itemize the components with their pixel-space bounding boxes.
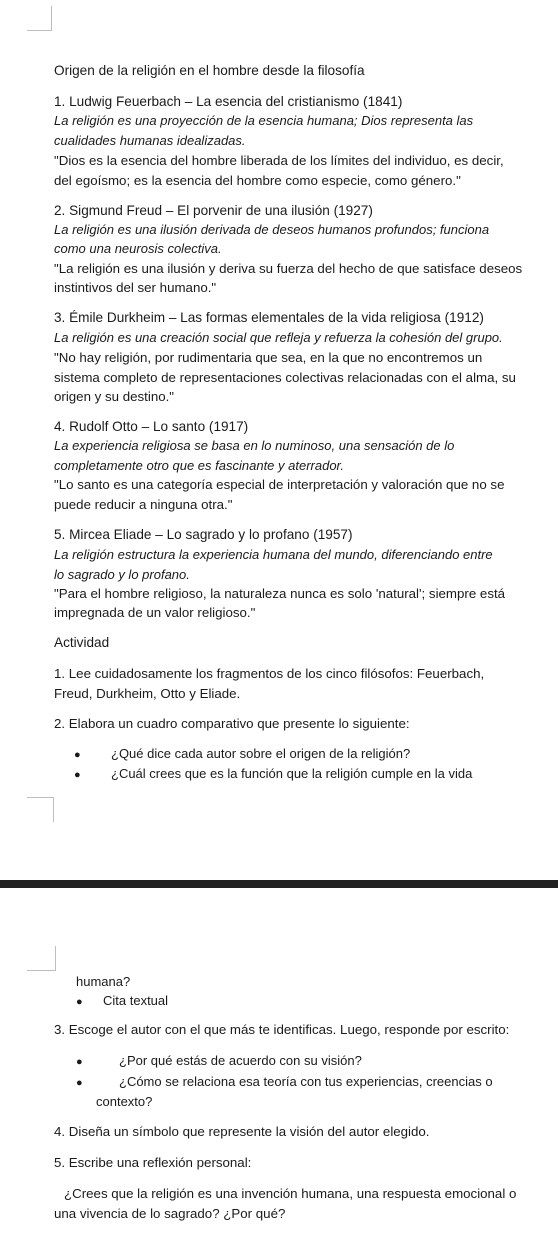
- section-quote: "No hay religión, por rudimentaria que sea, en la que no encontremos un: [54, 350, 483, 365]
- list-item: ¿Cómo se relaciona esa teoría con tus experiencias, creencias o: [119, 1074, 493, 1089]
- list-item-continuation: humana?: [76, 974, 131, 989]
- section-summary: La experiencia religiosa se basa en lo numinoso, una sensación de lo: [54, 438, 455, 453]
- bullet-icon: ●: [74, 769, 81, 781]
- section-quote: instintivos del ser humano.": [54, 280, 217, 295]
- section-summary: La religión es una ilusión derivada de deseos humanos profundos; funciona: [54, 222, 490, 237]
- page-corner-mark: [27, 6, 52, 31]
- section-quote: origen y su destino.": [54, 389, 175, 404]
- activity-heading: Actividad: [54, 635, 110, 650]
- section-quote: "Para el hombre religioso, la naturaleza nunca es solo 'natural'; siempre está: [54, 586, 506, 601]
- page-corner-mark: [27, 797, 54, 822]
- list-item: ¿Cuál crees que es la función que la religión cumple en la vida: [111, 766, 473, 781]
- section-summary: La religión estructura la experiencia humana del mundo, diferenciando entre: [54, 547, 493, 562]
- page-corner-mark: [27, 946, 56, 971]
- section-heading: 1. Ludwig Feuerbach – La esencia del cristianismo (1841): [54, 94, 403, 109]
- section-heading: 4. Rudolf Otto – Lo santo (1917): [54, 419, 249, 434]
- list-item: Cita textual: [103, 993, 169, 1008]
- section-summary: La religión es una creación social que refleja y refuerza la cohesión del grupo.: [54, 330, 503, 345]
- activity-item-4: 4. Diseña un símbolo que represente la visión del autor elegido.: [54, 1124, 430, 1139]
- bullet-icon: ●: [76, 1077, 83, 1089]
- section-summary: lo sagrado y lo profano.: [54, 567, 190, 582]
- section-quote: "Lo santo es una categoría especial de interpretación y valoración que no se: [54, 477, 505, 492]
- activity-item-1: 1. Lee cuidadosamente los fragmentos de los cinco filósofos: Feuerbach,: [54, 666, 485, 681]
- activity-item-5: 5. Escribe una reflexión personal:: [54, 1155, 252, 1170]
- section-summary: completamente otro que es fascinante y aterrador.: [54, 458, 345, 473]
- bullet-icon: ●: [76, 1056, 83, 1068]
- section-quote: del egoísmo; es la esencia del hombre como especie, como género.": [54, 173, 461, 188]
- list-item: ¿Por qué estás de acuerdo con su visión?: [119, 1053, 362, 1068]
- section-heading: 3. Émile Durkheim – Las formas elementales de la vida religiosa (1912): [54, 310, 484, 325]
- section-quote: sistema completo de representaciones colectivas relacionadas con el alma, su: [54, 370, 516, 385]
- section-summary: como una neurosis colectiva.: [54, 241, 222, 256]
- bullet-icon: ●: [74, 749, 81, 761]
- section-summary: La religión es una proyección de la esencia humana; Dios representa las: [54, 113, 474, 128]
- section-quote: puede reducir a ninguna otra.": [54, 497, 233, 512]
- reflection-question: una vivencia de lo sagrado? ¿Por qué?: [54, 1206, 286, 1221]
- activity-item-3: 3. Escoge el autor con el que más te identificas. Luego, responde por escrito:: [54, 1022, 510, 1037]
- reflection-question: ¿Crees que la religión es una invención humana, una respuesta emocional o: [64, 1186, 517, 1201]
- section-heading: 2. Sigmund Freud – El porvenir de una ilusión (1927): [54, 203, 373, 218]
- list-item-continuation: contexto?: [96, 1094, 153, 1109]
- bullet-icon: ●: [76, 996, 83, 1008]
- page-separator: [0, 880, 558, 888]
- section-quote: impregnada de un valor religioso.": [54, 605, 256, 620]
- section-heading: 5. Mircea Eliade – Lo sagrado y lo profano (1957): [54, 527, 353, 542]
- activity-item-1: Freud, Durkheim, Otto y Eliade.: [54, 686, 241, 701]
- document-title: Origen de la religión en el hombre desde la filosofía: [54, 63, 365, 78]
- section-summary: cualidades humanas idealizadas.: [54, 133, 246, 148]
- section-quote: "La religión es una ilusión y deriva su fuerza del hecho de que satisface deseos: [54, 261, 523, 276]
- activity-item-2: 2. Elabora un cuadro comparativo que presente lo siguiente:: [54, 716, 410, 731]
- section-quote: "Dios es la esencia del hombre liberada de los límites del individuo, es decir,: [54, 153, 504, 168]
- list-item: ¿Qué dice cada autor sobre el origen de la religión?: [111, 746, 411, 761]
